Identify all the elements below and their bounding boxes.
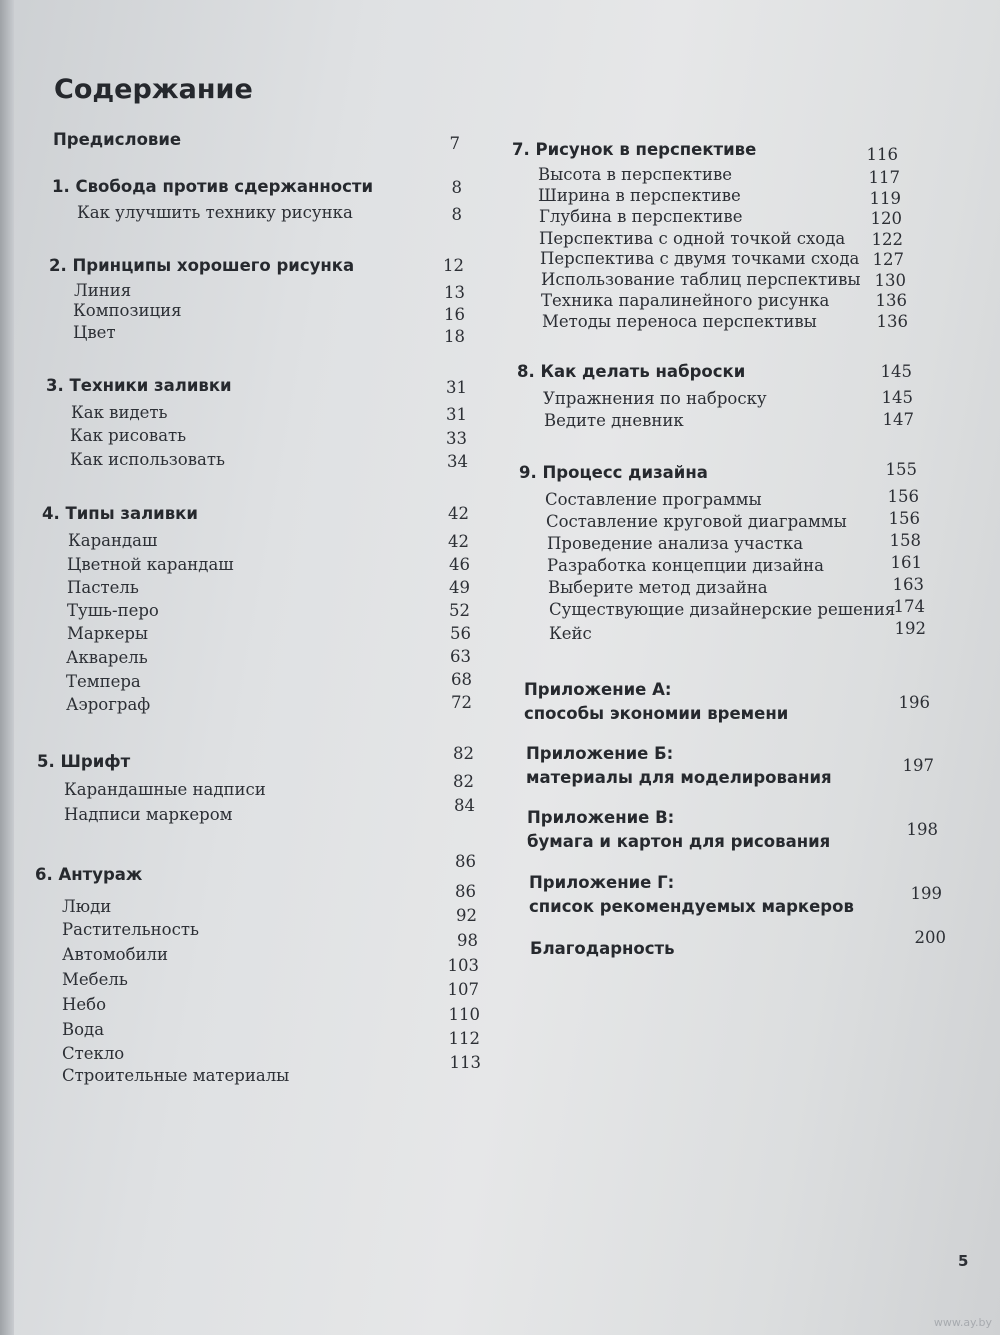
toc-section-title: Цветной карандаш — [67, 555, 234, 574]
toc-chapter-title: 9. Процесс дизайна — [519, 463, 708, 482]
toc-page-number: 31 — [446, 378, 467, 397]
toc-page-number: 52 — [449, 601, 470, 620]
toc-section-title: Темпера — [66, 672, 141, 691]
toc-chapter-title: Предисловие — [53, 130, 182, 149]
toc-page-number: 117 — [868, 168, 900, 187]
toc-section-title: Композиция — [73, 301, 182, 320]
toc-section-title: Пастель — [67, 578, 139, 597]
toc-page-number: 145 — [881, 388, 913, 407]
toc-section-title: Проведение анализа участка — [547, 534, 804, 553]
toc-section-title: Строительные материалы — [62, 1066, 290, 1085]
toc-page-number: 98 — [457, 931, 478, 950]
toc-section-title: Выберите метод дизайна — [548, 578, 768, 597]
toc-chapter-title: 6. Антураж — [35, 865, 143, 884]
toc-page-number: 136 — [875, 291, 907, 310]
toc-section-title: Маркеры — [67, 624, 149, 643]
toc-page-number: 72 — [451, 693, 472, 712]
toc-page-number: 163 — [892, 575, 924, 594]
toc-page-number: 46 — [449, 555, 470, 574]
toc-section-title: Автомобили — [62, 945, 169, 964]
toc-page-number: 12 — [443, 256, 464, 275]
toc-page-number: 103 — [447, 956, 479, 975]
toc-page-number: 8 — [451, 205, 462, 224]
toc-page-number: 33 — [446, 429, 467, 448]
toc-page-number: 84 — [454, 796, 475, 815]
toc-chapter-title: 8. Как делать наброски — [517, 362, 746, 381]
toc-section-title: Высота в перспективе — [538, 165, 732, 184]
toc-section-title: Как использовать — [70, 450, 225, 469]
toc-chapter-title: 1. Свобода против сдержанности — [52, 177, 374, 196]
toc-page-number: 56 — [450, 624, 471, 643]
toc-page-number: 107 — [447, 980, 479, 999]
toc-section-title: Цвет — [73, 323, 116, 342]
toc-page-number: 147 — [882, 410, 914, 429]
toc-section-title: Растительность — [62, 920, 199, 939]
toc-section-title: Составление круговой диаграммы — [546, 512, 847, 531]
toc-page-number: 113 — [449, 1053, 481, 1072]
toc-chapter-title: 3. Техники заливки — [46, 376, 232, 395]
toc-page-number: 120 — [870, 209, 902, 228]
toc-page-number: 158 — [889, 531, 921, 550]
toc-page-number: 155 — [885, 460, 917, 479]
toc-page-number: 86 — [455, 852, 476, 871]
toc-section-title: Линия — [74, 281, 132, 300]
toc-page-number: 156 — [887, 487, 919, 506]
toc-page-number: 130 — [874, 271, 906, 290]
toc-page-number: 136 — [876, 312, 908, 331]
toc-appendix-title: Приложение В: бумага и картон для рисования — [527, 808, 831, 851]
toc-page-number: 110 — [448, 1005, 480, 1024]
toc-page-number: 198 — [906, 820, 938, 839]
toc-chapter-title: 2. Принципы хорошего рисунка — [49, 256, 355, 275]
toc-section-title: Кейс — [549, 624, 592, 643]
toc-page-number: 18 — [444, 327, 465, 346]
toc-page-number: 16 — [444, 305, 465, 324]
toc-page-number: 200 — [914, 928, 946, 947]
toc-page-number: 127 — [872, 250, 904, 269]
toc-page-number: 13 — [444, 283, 465, 302]
toc-section-title: Методы переноса перспективы — [542, 312, 817, 331]
page-title: Содержание — [54, 74, 253, 105]
toc-page-number: 92 — [456, 906, 477, 925]
toc-page-number: 86 — [455, 882, 476, 901]
toc-page-number: 119 — [869, 189, 901, 208]
toc-page-number: 42 — [448, 504, 469, 523]
toc-section-title: Карандаш — [68, 531, 158, 550]
toc-section-title: Аэрограф — [66, 695, 151, 714]
toc-section-title: Тушь-перо — [67, 601, 159, 620]
toc-section-title: Небо — [62, 995, 107, 1014]
toc-section-title: Как улучшить технику рисунка — [77, 203, 353, 222]
toc-page-number: 34 — [447, 452, 468, 471]
toc-page-number: 63 — [450, 647, 471, 666]
toc-section-title: Существующие дизайнерские решения — [549, 600, 896, 619]
toc-section-title: Техника паралинейного рисунка — [541, 291, 830, 310]
toc-page-number: 199 — [910, 884, 942, 903]
page-number: 5 — [958, 1252, 969, 1270]
toc-page-number: 82 — [453, 772, 474, 791]
toc-page-number: 174 — [893, 597, 925, 616]
toc-section-title: Глубина в перспективе — [539, 207, 743, 226]
toc-page-number: 68 — [451, 670, 472, 689]
toc-page-number: 7 — [449, 134, 460, 153]
toc-page-number: 112 — [448, 1029, 480, 1048]
toc-section-title: Надписи маркером — [64, 805, 233, 824]
toc-section-title: Люди — [62, 897, 112, 916]
toc-page-number: 31 — [446, 405, 467, 424]
toc-section-title: Перспектива с одной точкой схода — [539, 229, 846, 248]
toc-section-title: Мебель — [62, 970, 128, 989]
toc-page-number: 156 — [888, 509, 920, 528]
toc-page-number: 116 — [866, 145, 898, 164]
toc-page-number: 8 — [451, 178, 462, 197]
toc-page-number: 42 — [448, 532, 469, 551]
toc-section-title: Ширина в перспективе — [538, 186, 741, 205]
toc-page-number: 161 — [890, 553, 922, 572]
toc-section-title: Акварель — [66, 648, 148, 667]
watermark: www.ay.by — [933, 1316, 992, 1329]
toc-section-title: Разработка концепции дизайна — [547, 556, 825, 575]
toc-page-number: 197 — [902, 756, 934, 775]
toc-page-number: 122 — [871, 230, 903, 249]
toc-page-number: 192 — [894, 619, 926, 638]
toc-section-title: Стекло — [62, 1044, 125, 1063]
toc-appendix-title: Приложение А: способы экономии времени — [524, 680, 789, 723]
toc-section-title: Ведите дневник — [544, 411, 684, 430]
toc-section-title: Как рисовать — [70, 426, 187, 445]
toc-page-number: 196 — [898, 693, 930, 712]
toc-appendix-title: Приложение Г: список рекомендуемых маркеров — [529, 873, 854, 916]
toc-page-number: 145 — [880, 362, 912, 381]
toc-section-title: Карандашные надписи — [64, 780, 266, 799]
toc-section-title: Вода — [62, 1020, 105, 1039]
toc-appendix-title: Приложение Б: материалы для моделирования — [526, 744, 832, 787]
toc-section-title: Составление программы — [545, 490, 762, 509]
toc-chapter-title: 7. Рисунок в перспективе — [512, 140, 757, 159]
toc-section-title: Упражнения по наброску — [543, 389, 767, 408]
toc-section-title: Использование таблиц перспективы — [541, 270, 861, 289]
toc-section-title: Перспектива с двумя точками схода — [540, 249, 860, 268]
toc-chapter-title: 4. Типы заливки — [42, 504, 198, 523]
toc-page-number: 82 — [453, 744, 474, 763]
toc-chapter-title: 5. Шрифт — [37, 752, 131, 771]
toc-appendix-title: Благодарность — [530, 939, 675, 958]
toc-page-number: 49 — [449, 578, 470, 597]
page-edge-shadow — [0, 0, 14, 1335]
toc-section-title: Как видеть — [71, 403, 168, 422]
